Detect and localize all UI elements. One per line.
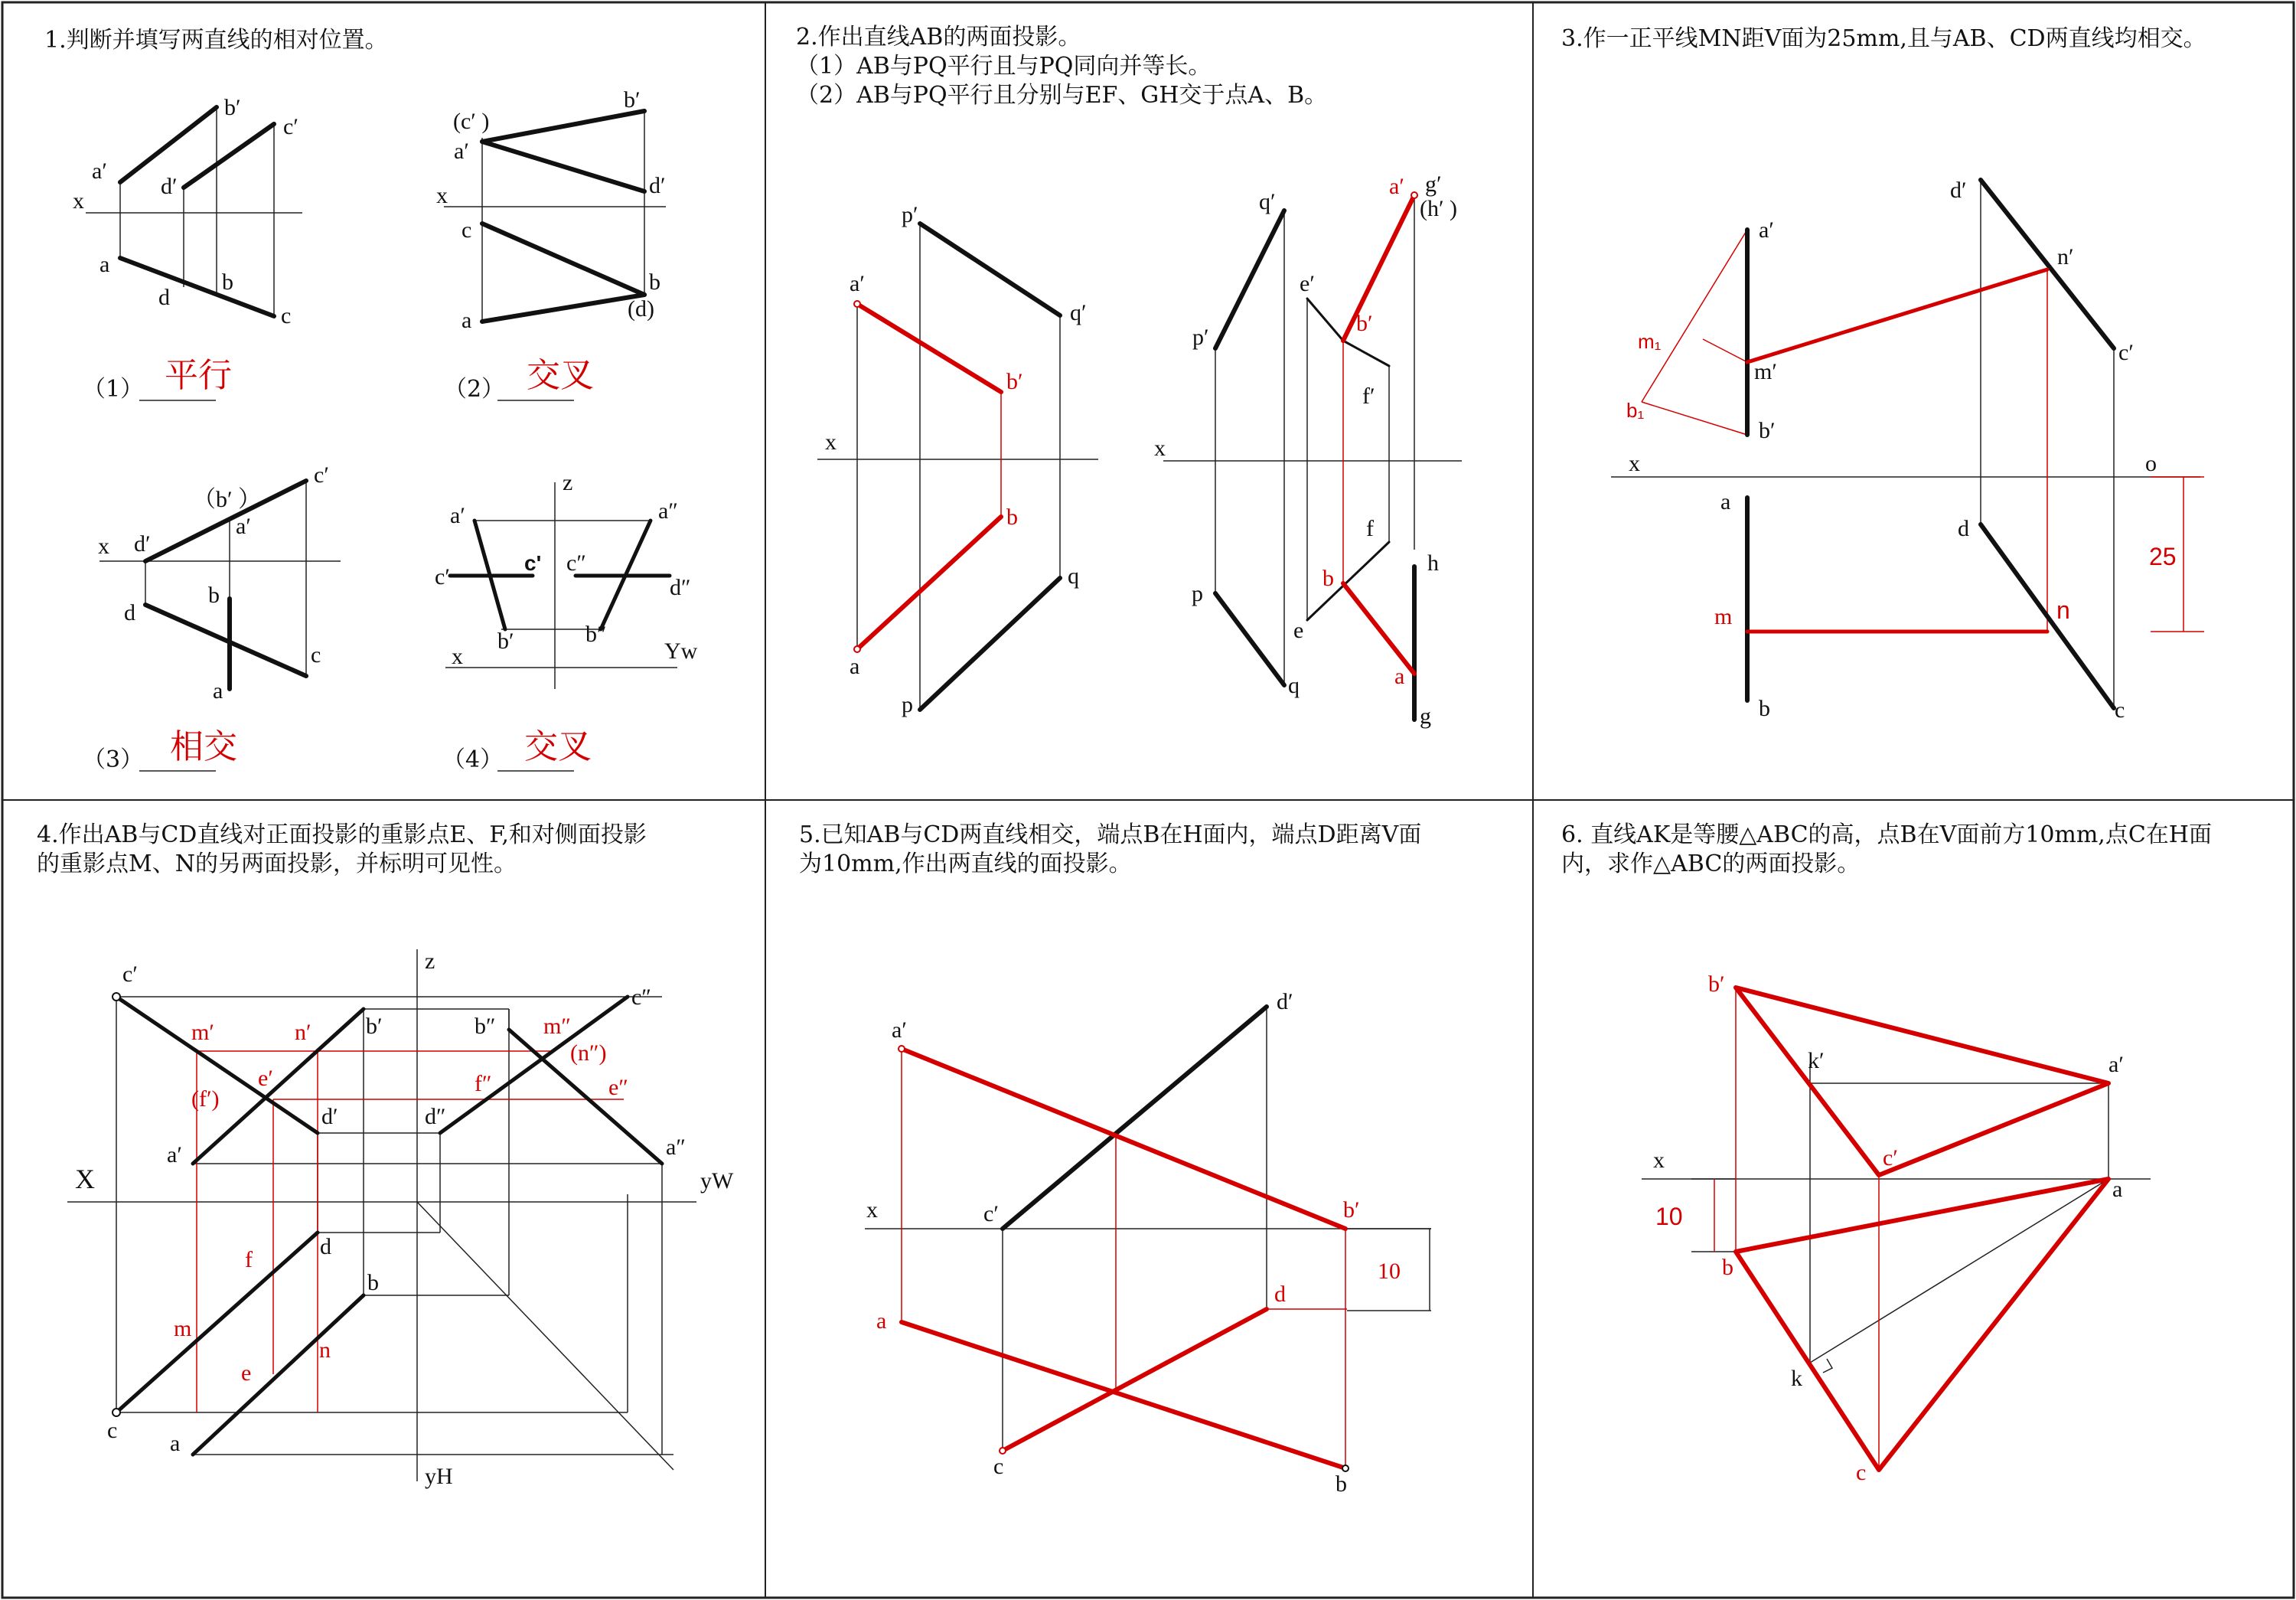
p1s2-answer: 交叉 [527,356,594,395]
p1s3-label-b: b [208,583,220,608]
p1s2-label-d: (d) [628,296,654,322]
p1s3-label-a: a [213,678,223,704]
p4-label-d: d [320,1234,331,1259]
p2l-label-q: q [1068,563,1079,589]
p4-label-a-dprime: a″ [666,1135,686,1160]
p1s3-number: （3） [83,746,144,773]
p1-sub3 [83,462,341,773]
p1s2-label-a: a [461,308,472,333]
p2r-label-g-prime: g′ [1425,171,1442,197]
p4-label-m-prime: m′ [191,1020,214,1045]
p1s2-number: （2） [444,376,505,403]
p1s4-label-a-prime: a′ [450,503,465,528]
p1-sub4 [435,470,698,773]
p1-sub1 [73,95,302,403]
p2r-label-q: q [1288,673,1300,698]
p6-label-b-prime: b′ [1708,971,1725,997]
p1s4-label-c-bold: c' [524,551,542,575]
p4-label-e-prime: e′ [258,1066,273,1091]
panel-grid [2,2,2294,1598]
p4-label-n-prime: n′ [295,1020,311,1045]
p1s4-label-b-dprime: b″ [585,622,607,647]
p4-label-yw: yW [700,1168,734,1193]
p3-label-n: n [2056,596,2070,624]
p4-label-m-dprime: m″ [543,1014,571,1039]
p4-label-c: c [107,1418,118,1443]
p4-label-n: n [319,1337,331,1363]
p3-label-d-prime: d′ [1950,178,1967,203]
p3-label-a-prime: a′ [1759,217,1774,243]
p1s1-label-a: a [99,252,110,277]
p3-label-m1: m₁ [1638,330,1662,353]
p1s1-number: （1） [83,376,144,403]
p1s4-label-c-prime: c′ [435,564,450,589]
p1s4-label-yw: Yw [664,638,698,664]
p2l-label-a: a [850,654,860,679]
p3-label-x: x [1629,451,1640,476]
p1s4-label-d-dprime: d″ [670,575,691,600]
panel-3-drawings [1611,178,2204,723]
p2r-label-f-prime: f′ [1362,384,1375,409]
p1s3-label-x: x [98,534,109,559]
p4-label-f-prime: (f′) [191,1086,220,1112]
p1s4-answer: 交叉 [524,727,592,766]
p5-label-c: c [993,1454,1004,1479]
p2-right [1154,171,1462,729]
p4-label-n-dprime: (n″) [570,1040,607,1066]
p4-label-X: X [75,1164,95,1194]
p2r-label-h-prime: (h′ ) [1420,196,1458,221]
p6-label-b: b [1722,1255,1733,1280]
p1s4-label-c-dprime: c″ [566,550,586,576]
p1s1-label-c-prime: c′ [283,114,298,139]
panel-5-title-line-2: 为10mm,作出两直线的面投影。 [799,851,1132,877]
p2r-label-a-prime: a′ [1389,174,1404,199]
p1s1-label-d: d [158,285,170,310]
p4-label-f-dprime: f″ [475,1071,492,1096]
p5-label-b-prime: b′ [1343,1197,1360,1223]
p2r-label-b-prime: b′ [1356,311,1373,336]
p1s3-answer: 相交 [170,727,237,766]
p4-label-c-prime: c′ [122,962,138,987]
p1s3-label-b-prime: （b′ ） [193,487,262,512]
p1s3-label-c: c [311,642,321,668]
p3-label-m-prime: m′ [1754,359,1777,384]
p1s3-label-c-prime: c′ [314,462,329,488]
p3-label-c: c [2115,697,2125,723]
panel-2-title-line-1: 2.作出直线AB的两面投影。 [796,24,1081,51]
p3-label-n-prime: n′ [2057,244,2074,269]
p1s4-label-z: z [563,470,573,495]
p2l-label-b-prime: b′ [1006,369,1023,394]
p4-label-m: m [174,1316,192,1341]
p1s2-label-d-prime: d′ [649,173,666,198]
p1s2-label-a-prime: a′ [454,139,469,164]
p3-label-b1: b₁ [1626,399,1645,422]
p1s1-label-c: c [281,303,292,328]
panel-1-title-line-1: 1.判断并填写两直线的相对位置。 [44,27,388,54]
p3-label-c-prime: c′ [2118,340,2134,365]
p3-label-m: m [1714,604,1733,629]
p1s3-label-a-prime: a′ [236,514,251,539]
p1s4-label-b-prime: b′ [497,629,514,654]
p4-label-a: a [170,1431,181,1456]
panel-4-title-line-1: 4.作出AB与CD直线对正面投影的重影点E、F,和对侧面投影 [37,821,647,848]
panel-2-title-line-3: （2）AB与PQ平行且分别与EF、GH交于点A、B。 [796,82,1328,109]
panel-4-title-line-2: 的重影点M、N的另两面投影，并标明可见性。 [37,851,517,877]
p2r-label-f: f [1366,516,1374,541]
p1s1-label-x: x [73,188,84,214]
p2r-label-p: p [1192,581,1203,606]
p2r-label-b: b [1322,566,1334,591]
p3-label-b-prime: b′ [1759,418,1776,443]
p1s3-label-d: d [124,600,135,625]
panel-6-drawings [1642,971,2151,1485]
panel-6-title-line-1: 6. 直线AK是等腰△ABC的高，点B在V面前方10mm,点C在H面 [1561,821,2212,848]
p1s1-answer: 平行 [165,356,232,395]
p1s1-label-d-prime: d′ [161,174,178,199]
p2r-label-q-prime: q′ [1259,189,1276,214]
p6-label-x: x [1653,1148,1665,1173]
panel-3-title-line-1: 3.作一正平线MN距V面为25mm,且与AB、CD两直线均相交。 [1561,25,2206,52]
panel-1-drawings [73,87,698,773]
p4-label-d-dprime: d″ [425,1104,446,1129]
p3-label-a: a [1720,489,1731,514]
panel-2-drawings [817,171,1462,729]
p6-label-dim-10: 10 [1655,1203,1683,1230]
p1s2-label-c: c [461,217,472,243]
p6-label-k-prime: k′ [1808,1048,1825,1073]
panel-5-drawings [865,989,1431,1497]
p2r-label-h: h [1427,550,1439,576]
p1s2-label-x: x [436,183,448,208]
p4-label-c-dprime: c″ [631,984,651,1010]
p2l-label-b: b [1006,504,1018,530]
p2l-label-a-prime: a′ [850,271,865,296]
p6-label-a-prime: a′ [2108,1052,2124,1077]
panel-4-drawings [67,949,734,1489]
p1s2-label-b: b [649,269,660,295]
p1s4-label-a-dprime: a″ [658,498,678,524]
p2r-label-e: e [1293,618,1304,643]
p5-label-b: b [1336,1471,1347,1497]
p5-label-c-prime: c′ [983,1201,999,1226]
panel-5-title-line-1: 5.已知AB与CD两直线相交，端点B在H面内，端点D距离V面 [799,821,1422,848]
p6-label-k: k [1791,1366,1802,1391]
p2-left [817,202,1098,717]
p3-label-o: o [2145,451,2157,476]
p1s2-label-c-prime: (c′ ) [453,109,490,134]
p6-label-a: a [2112,1177,2123,1202]
p2l-label-p: p [902,692,913,717]
p5-label-dim-10: 10 [1378,1259,1401,1284]
p2r-label-p-prime: p′ [1192,325,1209,350]
panel-6-title-line-2: 内，求作△ABC的两面投影。 [1561,851,1861,877]
p2l-label-p-prime: p′ [902,202,918,227]
p4-label-e: e [241,1360,252,1386]
p2l-label-x: x [825,429,837,455]
p5-label-d: d [1274,1282,1286,1307]
p4-label-f: f [245,1247,253,1272]
p2r-label-g: g [1420,704,1431,729]
p1-sub2 [436,87,666,403]
p3-label-d: d [1958,516,1969,541]
p6-label-c-prime: c′ [1883,1145,1898,1171]
p1s3-label-d-prime: d′ [134,531,151,557]
p4-label-yh: yH [425,1464,453,1489]
p4-label-z: z [425,949,435,974]
p1s1-label-a-prime: a′ [92,158,107,184]
p4-label-b-dprime: b″ [475,1014,496,1039]
p3-label-b: b [1759,696,1770,721]
p5-label-a-prime: a′ [892,1017,907,1043]
p1s1-label-b: b [222,269,233,295]
p4-label-b-prime: b′ [366,1014,383,1039]
p1s2-label-b-prime: b′ [624,87,641,113]
p4-label-b: b [367,1270,379,1295]
p5-label-d-prime: d′ [1277,989,1293,1014]
p2r-label-e-prime: e′ [1300,271,1315,296]
p4-label-a-prime: a′ [167,1142,182,1167]
p2r-label-a: a [1394,664,1405,689]
p1s4-number: （4） [442,746,504,773]
p5-label-x: x [866,1197,878,1223]
p6-label-c: c [1856,1460,1867,1485]
p4-label-e-dprime: e″ [608,1075,628,1100]
p5-label-a: a [876,1308,887,1334]
p1s4-label-x: x [452,644,463,669]
panel-2-title-line-2: （1）AB与PQ平行且与PQ同向并等长。 [796,53,1212,80]
p2r-label-x: x [1154,436,1166,461]
p2l-label-q-prime: q′ [1070,300,1087,325]
p1s1-label-b-prime: b′ [224,95,241,120]
p4-label-d-prime: d′ [321,1104,338,1129]
p3-dim-25: 25 [2149,543,2177,570]
